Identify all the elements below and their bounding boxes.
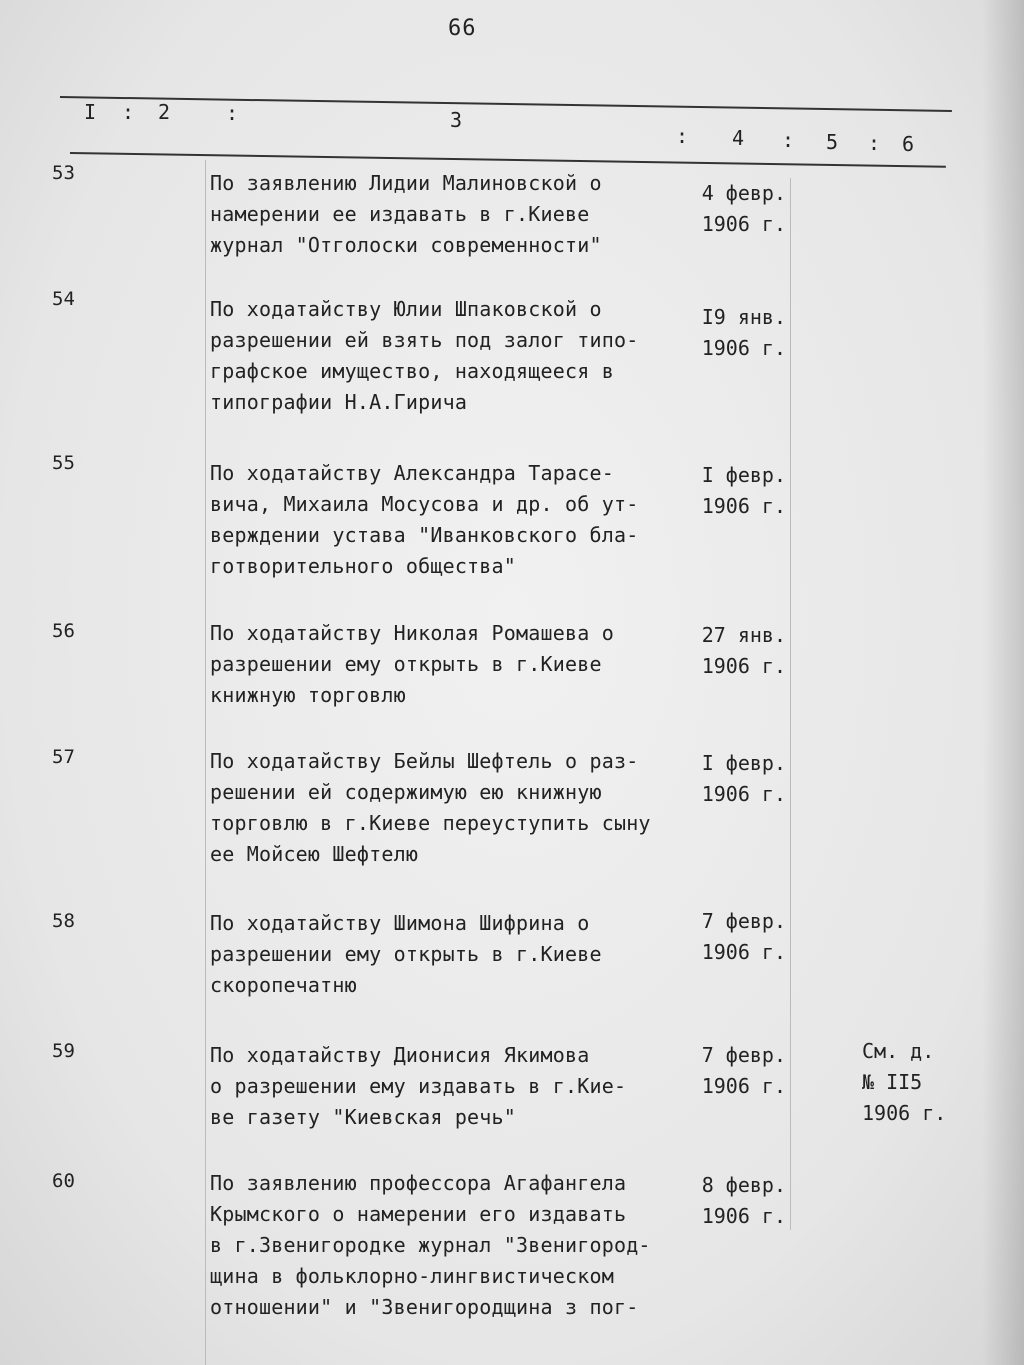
page-edge-shadow xyxy=(982,0,1024,1365)
entry-title: По ходатайству Николая Ромашева о разрешении ему открыть в г.Киеве книжную торговлю xyxy=(210,621,614,707)
entry-number: 58 xyxy=(52,910,75,932)
entry-date: I февр. 1906 г. xyxy=(701,751,786,806)
entry-number: 55 xyxy=(52,452,75,474)
entry-date: 27 янв. 1906 г. xyxy=(701,623,786,678)
entry-number: 56 xyxy=(52,620,75,642)
entry-date: I февр. 1906 г. xyxy=(701,463,786,518)
col-header-sep: : xyxy=(782,128,795,152)
page-number: 66 xyxy=(448,16,477,41)
col-header-4: 4 xyxy=(732,126,745,150)
col-header-sep: : xyxy=(868,131,881,155)
entry-title: По заявлению профессора Агафангела Крымского о намерении его издавать в г.Звенигородке журнал "Звенигород- щина в фольклорно-лингвистическом отношении" и "Звенигородщина з пог- xyxy=(210,1171,651,1319)
entry-number: 60 xyxy=(52,1170,75,1192)
entry-number: 53 xyxy=(52,162,75,184)
entry-title: По ходатайству Александра Тарасе- вича, Михаила Мосусова и др. об ут- верждении устава "Иванковского бла- готворительного общества" xyxy=(210,461,639,578)
entry-title: По ходатайству Юлии Шпаковской о разрешении ей взять под залог типо- графское имущество, находящееся в типографии Н.А.Гирича xyxy=(210,297,639,414)
entry-title: По ходатайству Бейлы Шефтель о раз- решении ей содержимую ею книжную торговлю в г.Киеве переуступить сыну ее Мойсею Шефтелю xyxy=(210,749,651,866)
entry-title: По ходатайству Дионисия Якимова о разрешении ему издавать в г.Кие- ве газету "Киевская речь" xyxy=(210,1043,627,1129)
col-header-1: I xyxy=(84,100,97,124)
entry-title: По заявлению Лидии Малиновской о намерении ее издавать в г.Киеве журнал "Отголоски современности" xyxy=(210,171,602,257)
entry-date: 7 февр. 1906 г. xyxy=(701,909,786,964)
entry-date: 7 февр. 1906 г. xyxy=(701,1043,786,1098)
col-header-sep: : xyxy=(122,100,135,124)
entry-date: 8 февр. 1906 г. xyxy=(701,1173,786,1228)
col-header-sep: : xyxy=(226,101,239,125)
entry-title: По ходатайству Шимона Шифрина о разрешении ему открыть в г.Киеве скоропечатню xyxy=(210,911,602,997)
entry-date: 4 февр. 1906 г. xyxy=(701,181,786,236)
col-header-5: 5 xyxy=(826,130,839,154)
entry-number: 59 xyxy=(52,1040,75,1062)
col-header-6: 6 xyxy=(902,132,915,156)
col-header-sep: : xyxy=(676,124,689,148)
header-rule-top xyxy=(60,96,952,112)
col-header-2: 2 xyxy=(158,100,171,124)
column-divider xyxy=(790,178,791,1230)
entry-date: I9 янв. 1906 г. xyxy=(701,305,786,360)
header-rule-bottom xyxy=(70,152,946,168)
entry-number: 54 xyxy=(52,288,75,310)
entry-number: 57 xyxy=(52,746,75,768)
col-header-3: 3 xyxy=(450,108,463,132)
entry-note: См. д. № II5 1906 г. xyxy=(862,1039,947,1125)
column-divider xyxy=(205,160,206,1365)
